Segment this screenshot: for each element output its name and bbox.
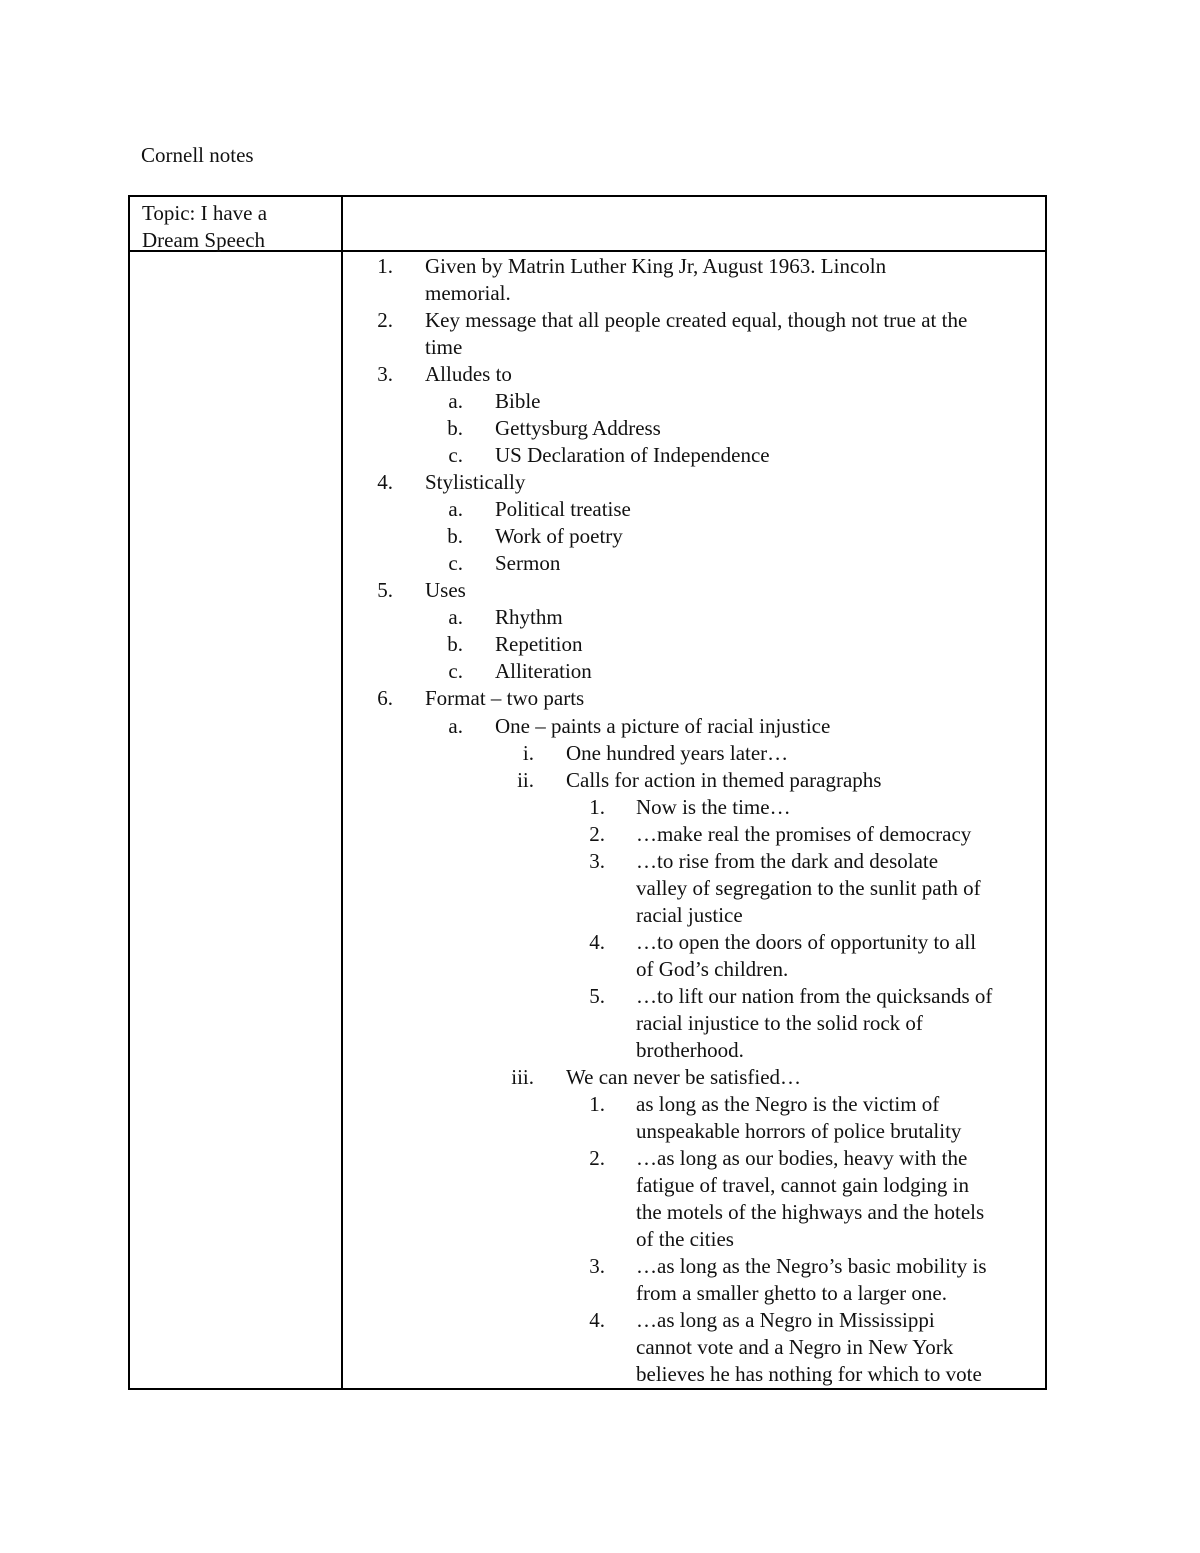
list-item-text: racial justice bbox=[636, 902, 743, 927]
list-item-text: racial injustice to the solid rock of bbox=[636, 1010, 923, 1035]
list-marker: 6. bbox=[377, 686, 393, 711]
list-item-text: cannot vote and a Negro in New York bbox=[636, 1335, 954, 1360]
list-item-text: …to lift our nation from the quicksands of bbox=[636, 983, 993, 1008]
list-item-text: believes he has nothing for which to vote bbox=[636, 1362, 982, 1387]
list-item-text: One – paints a picture of racial injustice bbox=[495, 713, 831, 738]
list-marker: 5. bbox=[377, 578, 393, 603]
list-item-text: Gettysburg Address bbox=[495, 416, 661, 441]
list-item-text: Bible bbox=[495, 389, 541, 414]
list-item-text: Format – two parts bbox=[425, 686, 585, 711]
list-marker: b. bbox=[447, 632, 463, 657]
list-item-text: Given by Matrin Luther King Jr, August 1963. Lincoln bbox=[425, 254, 887, 278]
list-item-text: Key message that all people created equal, though not true at the bbox=[425, 308, 968, 333]
list-item-text: Calls for action in themed paragraphs bbox=[566, 767, 882, 792]
topic-line: Dream Speech bbox=[142, 227, 266, 252]
list-marker: 2. bbox=[589, 821, 605, 846]
list-item-text: …to rise from the dark and desolate bbox=[636, 848, 939, 873]
list-marker: c. bbox=[448, 659, 463, 684]
list-marker: 2. bbox=[589, 1145, 605, 1170]
list-marker: 3. bbox=[377, 362, 393, 387]
notes-column bbox=[343, 253, 1045, 1388]
list-marker: b. bbox=[447, 416, 463, 441]
list-item-text: US Declaration of Independence bbox=[495, 443, 770, 468]
list-marker: 3. bbox=[589, 1254, 605, 1279]
list-item-text: …to open the doors of opportunity to all bbox=[636, 929, 977, 954]
document-title: Cornell notes bbox=[141, 143, 254, 167]
list-item-text: brotherhood. bbox=[636, 1037, 744, 1062]
list-item-text: Rhythm bbox=[495, 605, 563, 630]
list-item-text: as long as the Negro is the victim of bbox=[636, 1091, 940, 1116]
list-marker: 3. bbox=[589, 848, 605, 873]
list-item-text: the motels of the highways and the hotels bbox=[636, 1200, 985, 1225]
list-item-text: unspeakable horrors of police brutality bbox=[636, 1118, 962, 1143]
list-item-text: Sermon bbox=[495, 551, 561, 576]
list-marker: ii. bbox=[517, 767, 534, 792]
list-item-text: …as long as the Negro’s basic mobility is bbox=[636, 1254, 987, 1279]
list-item-text: Now is the time… bbox=[636, 794, 791, 819]
list-item-text: Repetition bbox=[495, 632, 583, 657]
list-item-text: One hundred years later… bbox=[566, 740, 789, 765]
list-item-text: valley of segregation to the sunlit path of bbox=[636, 875, 981, 900]
list-item-text: fatigue of travel, cannot gain lodging in bbox=[636, 1173, 969, 1198]
list-marker: a. bbox=[448, 713, 463, 738]
list-item-text: We can never be satisfied… bbox=[566, 1064, 802, 1089]
list-marker: a. bbox=[448, 389, 463, 414]
list-marker: 4. bbox=[589, 929, 605, 954]
list-item-text: …as long as our bodies, heavy with the bbox=[636, 1145, 968, 1170]
list-marker: a. bbox=[448, 605, 463, 630]
list-marker: i. bbox=[522, 740, 534, 765]
list-marker: c. bbox=[448, 443, 463, 468]
list-marker: iii. bbox=[511, 1064, 534, 1089]
list-item-text: Alliteration bbox=[495, 659, 592, 684]
list-item-text: of God’s children. bbox=[636, 956, 789, 981]
cornell-notes-table bbox=[128, 195, 1047, 1390]
list-item-text: …as long as a Negro in Mississippi bbox=[636, 1308, 935, 1333]
list-marker: 4. bbox=[377, 470, 393, 495]
topic-line: Topic: I have a bbox=[142, 201, 268, 225]
list-marker: b. bbox=[447, 524, 463, 549]
list-item-text: Uses bbox=[425, 578, 466, 603]
list-marker: 1. bbox=[377, 254, 393, 278]
list-item-text: Political treatise bbox=[495, 497, 631, 522]
list-item-text: of the cities bbox=[636, 1227, 734, 1252]
topic-cell bbox=[142, 200, 332, 253]
list-item-text: from a smaller ghetto to a larger one. bbox=[636, 1281, 948, 1306]
list-marker: 5. bbox=[589, 983, 605, 1008]
list-marker: 2. bbox=[377, 308, 393, 333]
list-marker: a. bbox=[448, 497, 463, 522]
list-item-text: Alludes to bbox=[425, 362, 512, 387]
list-marker: 1. bbox=[589, 1091, 605, 1116]
list-item-text: Work of poetry bbox=[495, 524, 623, 549]
list-marker: 4. bbox=[589, 1308, 605, 1333]
list-item-text: memorial. bbox=[425, 281, 511, 306]
list-item-text: time bbox=[425, 335, 463, 360]
list-marker: c. bbox=[448, 551, 463, 576]
list-marker: 1. bbox=[589, 794, 605, 819]
list-item-text: …make real the promises of democracy bbox=[636, 821, 972, 846]
list-item-text: Stylistically bbox=[425, 470, 526, 495]
